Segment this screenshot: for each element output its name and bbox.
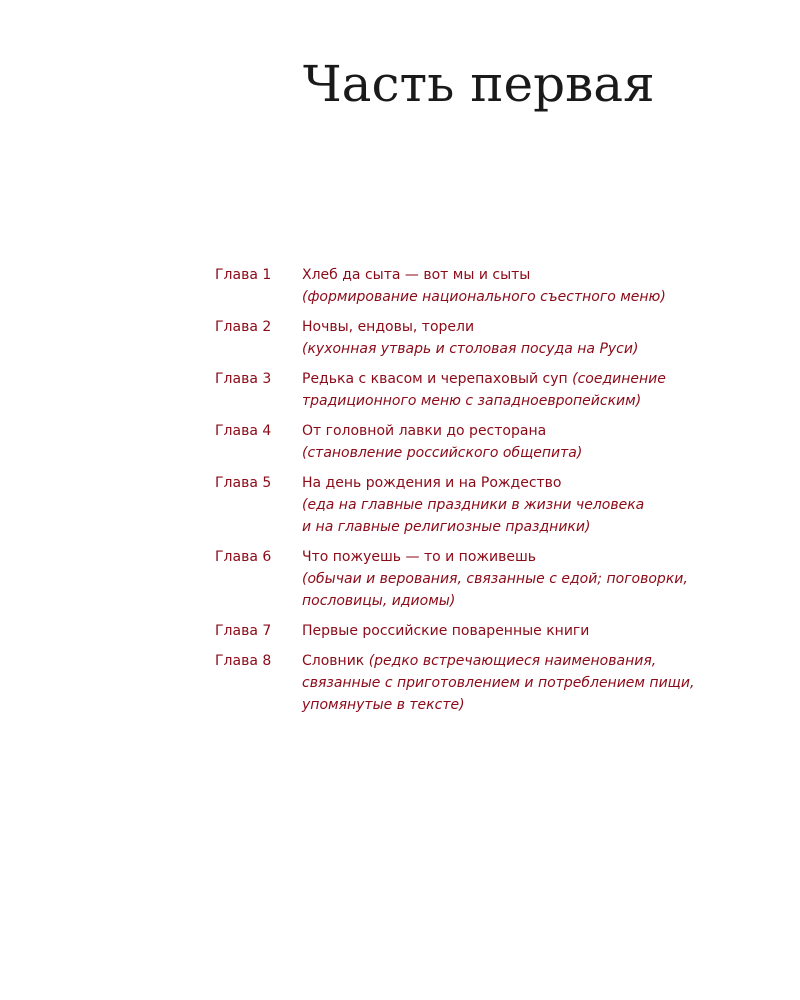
chapter-subtitle-line-2: связанные с приготовлением и потреблением пищи,	[302, 675, 695, 691]
toc-entry-chapter-1	[215, 264, 755, 308]
chapter-label: Глава 1	[215, 267, 272, 283]
chapter-label: Глава 7	[215, 623, 272, 639]
toc-entry-chapter-2	[215, 316, 755, 360]
chapter-label: Глава 4	[215, 423, 272, 439]
chapter-text	[302, 368, 755, 412]
chapter-text	[302, 472, 755, 538]
chapter-subtitle: (формирование национального съестного меню)	[302, 289, 666, 305]
chapter-title: Что пожуешь — то и поживешь	[302, 549, 537, 565]
toc-entry-chapter-7	[215, 620, 755, 642]
toc-entry-chapter-4	[215, 420, 755, 464]
chapter-label: Глава 2	[215, 319, 272, 335]
chapter-title: Словник	[302, 653, 365, 669]
chapter-text	[302, 420, 755, 464]
chapter-label: Глава 6	[215, 549, 272, 565]
chapter-subtitle-inline: (редко встречающиеся наименования,	[368, 653, 657, 669]
chapter-subtitle: (становление российского общепита)	[302, 445, 583, 461]
chapter-text	[302, 650, 755, 716]
chapter-label: Глава 8	[215, 653, 272, 669]
table-of-contents	[215, 264, 755, 724]
chapter-subtitle-inline: (соединение	[572, 371, 666, 387]
toc-entry-chapter-3	[215, 368, 755, 412]
chapter-subtitle-line-1: (еда на главные праздники в жизни человека	[302, 497, 645, 513]
chapter-title: Хлеб да сыта — вот мы и сыты	[302, 267, 531, 283]
chapter-title: Ночвы, ендовы, торели	[302, 319, 475, 335]
toc-entry-chapter-8	[215, 650, 755, 716]
chapter-title-line	[302, 650, 755, 672]
chapter-subtitle-line-1: (обычаи и верования, связанные с едой; поговорки,	[302, 571, 688, 587]
chapter-title: От головной лавки до ресторана	[302, 423, 547, 439]
part-title: Часть первая	[303, 55, 655, 113]
toc-entry-chapter-6	[215, 546, 755, 612]
chapter-text	[302, 264, 755, 308]
chapter-subtitle: традиционного меню с западноевропейским)	[302, 393, 642, 409]
chapter-subtitle-line-3: упомянутые в тексте)	[302, 697, 465, 713]
chapter-subtitle-line-2: и на главные религиозные праздники)	[302, 519, 591, 535]
chapter-text	[302, 316, 755, 360]
chapter-title: Первые российские поваренные книги	[302, 623, 590, 639]
chapter-text	[302, 620, 755, 642]
chapter-label: Глава 3	[215, 371, 272, 387]
chapter-text	[302, 546, 755, 612]
chapter-title: На день рождения и на Рождество	[302, 475, 562, 491]
chapter-subtitle-line-2: пословицы, идиомы)	[302, 593, 456, 609]
chapter-subtitle: (кухонная утварь и столовая посуда на Руси)	[302, 341, 639, 357]
toc-entry-chapter-5	[215, 472, 755, 538]
chapter-title-line	[302, 368, 755, 390]
chapter-label: Глава 5	[215, 475, 272, 491]
chapter-title: Редька с квасом и черепаховый суп	[302, 371, 568, 387]
